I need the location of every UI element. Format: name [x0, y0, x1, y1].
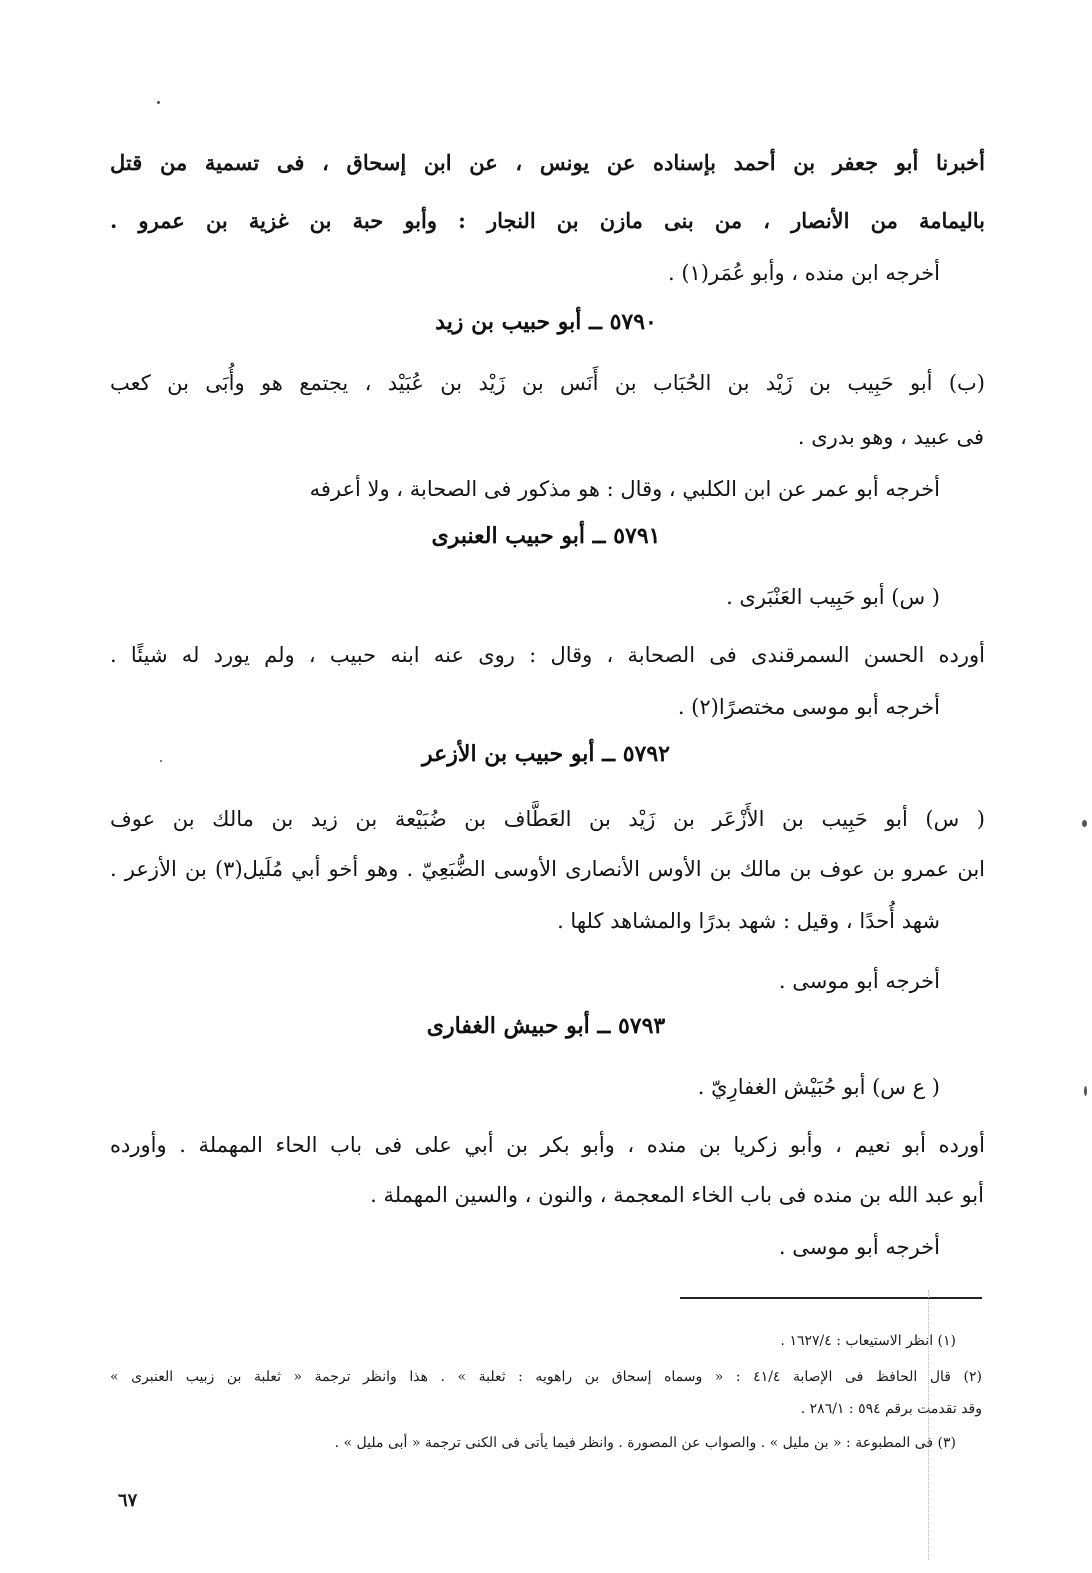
paragraph-line: أخبرنا أبو جعفر بن أحمد بإسناده عن يونس ، عن ابن إسحاق ، فى تسمية من قتل [110, 150, 985, 175]
scan-margin-marks [928, 1290, 929, 1560]
paragraph-line: ( س) أبو حَبِيب بن الأَزْعَر بن زَيْد بن العَطَّاف بن ضُبَيْعة بن زيد بن مالك بن عوف [110, 807, 985, 831]
entry-heading: ٥٧٩٢ ــ أبو حبيب بن الأزعر [422, 741, 670, 767]
footnote: (٣) فى المطبوعة : « بن مليل » . والصواب عن المصورة . وانظر فيما يأتى فى الكنى ترجمة « أبى مليل » . [334, 1435, 956, 1451]
scan-speck [160, 760, 162, 762]
paragraph-line: أخرجه أبو موسى مختصرًا(٢) . [677, 695, 940, 719]
scan-speck [1084, 1086, 1087, 1096]
paragraph-line: أخرجه أبو عمر عن ابن الكلبي ، وقال : هو مذكور فى الصحابة ، ولا أعرفه [309, 477, 940, 501]
paragraph-line: أخرجه أبو موسى . [778, 1235, 940, 1259]
footnote-divider [680, 1297, 982, 1299]
paragraph-line: ( ع س) أبو حُبَيْش الغفارِيّ . [697, 1075, 940, 1099]
paragraph-line: ( س) أبو حَبِيب العَنْبَرى . [726, 585, 940, 609]
paragraph-line: أبو عبد الله بن منده فى باب الخاء المعجمة ، والنون ، والسين المهملة . [370, 1183, 984, 1207]
entry-heading: ٥٧٩١ ــ أبو حبيب العنبرى [431, 523, 661, 549]
entry-heading: ٥٧٩٣ ــ أبو حبيش الغفارى [426, 1013, 666, 1039]
paragraph-line: فى عبيد ، وهو بدرى . [797, 425, 984, 449]
footnote: وقد تقدمت برقم ٥٩٤ : ٢٨٦/١ . [800, 1401, 982, 1417]
scan-speck [1082, 820, 1087, 827]
paragraph-line: أخرجه ابن منده ، وأبو عُمَر(١) . [667, 261, 940, 285]
page-number: ٦٧ [118, 1490, 138, 1511]
paragraph-line: باليمامة من الأنصار ، من بنى مازن بن النجار : وأبو حبة بن غزية بن عمرو . [110, 208, 985, 233]
paragraph-line: ابن عمرو بن عوف بن مالك بن الأوس الأنصارى الأوسى الضُّبَعِيّ . وهو أخو أبي مُلَيل(٣) بن الأزعر . [110, 857, 985, 881]
footnote: (١) انظر الاستيعاب : ١٦٢٧/٤ . [780, 1333, 956, 1349]
paragraph-line: أورده أبو نعيم ، وأبو زكريا بن منده ، وأبو بكر بن أبي على فى باب الحاء المهملة . وأورده [110, 1133, 985, 1157]
footnote: (٢) قال الحافظ فى الإصابة ٤١/٤ : « وسماه إسحاق بن راهويه : ثعلبة » . هذا وانظر ترجمة « ثعلبة بن زبيب العنبرى » [110, 1369, 982, 1385]
paragraph-line: أخرجه أبو موسى . [778, 969, 940, 993]
scan-speck [157, 101, 160, 104]
entry-heading: ٥٧٩٠ ــ أبو حبيب بن زيد [435, 309, 657, 335]
paragraph-line: أورده الحسن السمرقندى فى الصحابة ، وقال : روى عنه ابنه حبيب ، ولم يورد له شيئًا . [110, 643, 985, 667]
paragraph-line: شهد أُحدًا ، وقيل : شهد بدرًا والمشاهد كلها . [557, 909, 940, 933]
paragraph-line: (ب) أبو حَبِيب بن زَيْد بن الحُبَاب بن أَنَس بن زَيْد بن عُبَيْد ، يجتمع هو وأُبَى بن كعب [110, 371, 985, 395]
